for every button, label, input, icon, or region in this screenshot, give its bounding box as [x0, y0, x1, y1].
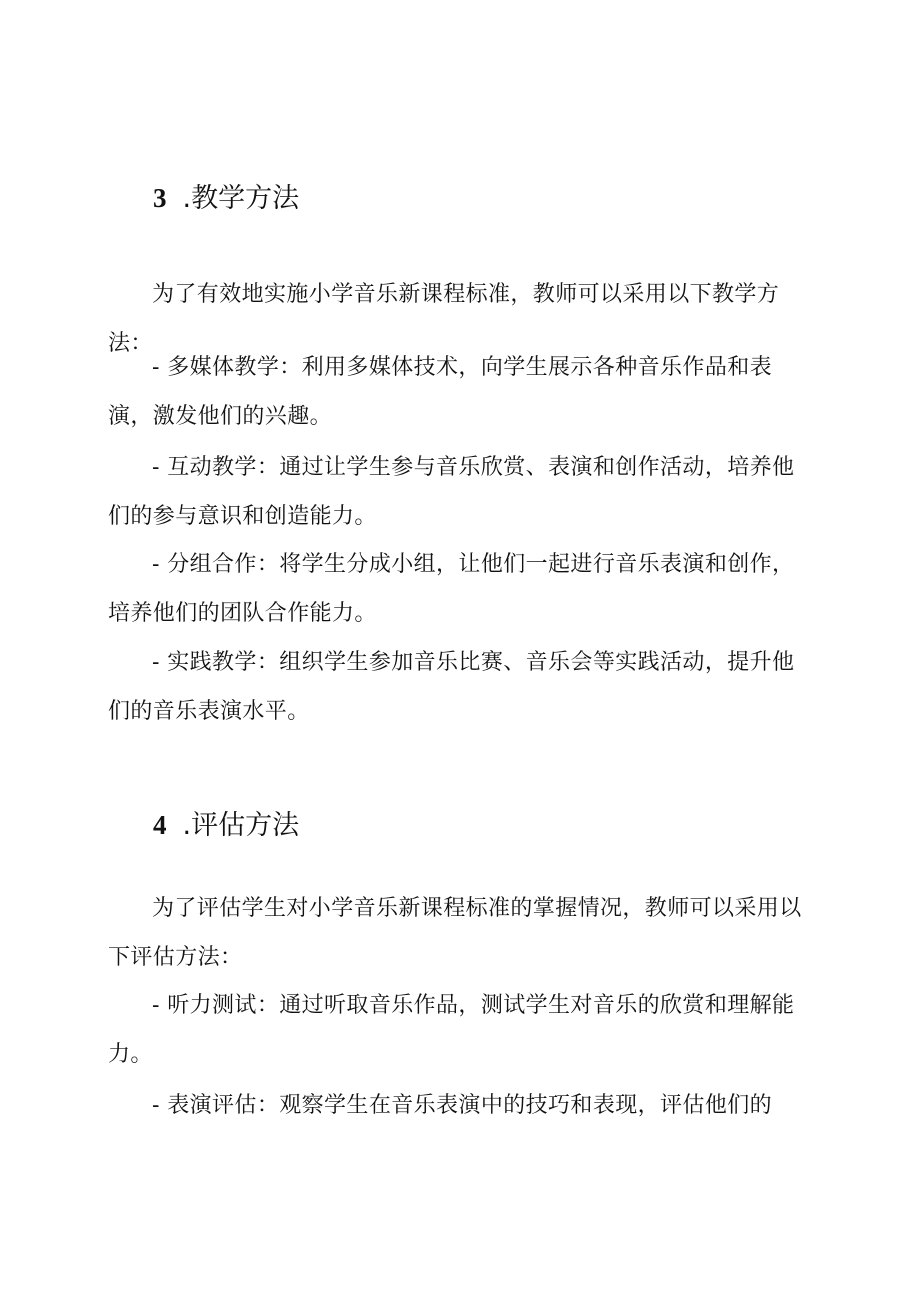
section-number: 3: [153, 183, 167, 213]
paragraph-teaching-intro: 为了有效地实施小学音乐新课程标准，教师可以采用以下教学方法：: [108, 282, 780, 356]
section-number: 4: [153, 810, 167, 840]
section-heading-assessment-methods: [153, 805, 299, 846]
paragraph-interactive-teaching: - 互动教学：通过让学生参与音乐欣赏、表演和创作活动，培养他们的参与意识和创造能力。: [108, 455, 795, 529]
section-title: .评估方法: [182, 810, 300, 841]
paragraph-assessment-intro: 为了评估学生对小学音乐新课程标准的掌握情况，教师可以采用以下评估方法：: [108, 896, 802, 970]
section-heading-teaching-methods: [153, 178, 299, 219]
paragraph-performance-assessment: - 表演评估：观察学生在音乐表演中的技巧和表现，评估他们的: [152, 1093, 773, 1118]
section-title: .教学方法: [182, 183, 300, 214]
paragraph-group-cooperation: - 分组合作：将学生分成小组，让他们一起进行音乐表演和创作，培养他们的团队合作能力。: [108, 552, 795, 626]
paragraph-listening-test: - 听力测试：通过听取音乐作品，测试学生对音乐的欣赏和理解能力。: [108, 993, 795, 1067]
paragraph-multimedia-teaching: - 多媒体教学：利用多媒体技术，向学生展示各种音乐作品和表演，激发他们的兴趣。: [108, 355, 773, 429]
paragraph-practice-teaching: - 实践教学：组织学生参加音乐比赛、音乐会等实践活动，提升他们的音乐表演水平。: [108, 650, 795, 724]
